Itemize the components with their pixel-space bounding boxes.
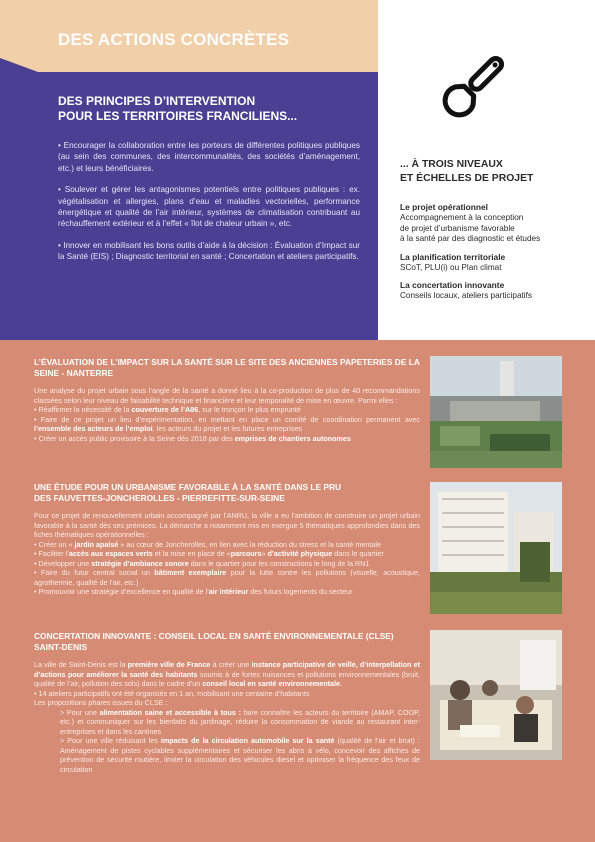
case-study-nanterre <box>34 357 420 443</box>
page-title: DES ACTIONS CONCRÈTES <box>58 30 290 49</box>
case-title: UNE ÉTUDE POUR UN URBANISME FAVORABLE À LA SANTÉ DANS LE PRU DES FAUVETTES-JONCHEROLLES - PIERREFITTE-SUR-SEINE <box>34 482 342 503</box>
case-body: La ville de Saint-Denis est la première ville de France à créer une instance participative de veille, d’interpellation et d’actions pour améliorer la santé des habitants soumis à de fortes nuisances et pollutions environnementales (bruit, qualité de l’air, pollution des sols) dans le cadre d’un conseil local en santé environnementale. • 14 ateliers participatifs ont été organisés en 1 an, mobilisant une centaine d’habitants Les propositions phares issues du CLSE : > Pour une alimentation saine et accessible à tous : faire connaître les acteurs du territoire (AMAP, COOP, etc.) et communiquer sur les bienfaits du jardinage, réduire la consommation de viande au restaurant inter-entreprises et dans les cantines > Pour une ville réduisant les impacts de la circulation automobile sur la santé (qualité de l’air et bruit) : Aménagement de pistes cyclables supplémentaires et sécuriser les abris à vélo, concevoir des affiches de prévention de sécurité routière, limiter la circulation des véhicules diesel et optimiser la fréquence des feux de circulation <box>34 660 421 774</box>
principle-item: • Encourager la collaboration entre les porteurs de différentes politiques publiques (au sein des communes, des intercommunalités, des sociétés d’aménagement, etc.) et leurs bénéficiaires. <box>58 141 360 173</box>
wrench-icon <box>440 36 524 120</box>
corner-decoration <box>0 58 38 72</box>
level-item: La concertation innovante Conseils locaux, ateliers participatifs <box>400 280 532 300</box>
case-title: CONCERTATION INNOVANTE : CONSEIL LOCAL EN SANTÉ ENVIRONNEMENTALE (CLSE) SAINT-DENIS <box>34 631 394 652</box>
level-item: Le projet opérationnel Accompagnement à la conception de projet d’urbanisme favorable à la santé par des diagnostic et études <box>400 202 541 243</box>
principle-item: • Innover en mobilisant les bons outils d’aide à la décision : Évaluation d’Impact sur la Santé (EIS) ; Diagnostic territorial en santé ; Concertation et ateliers participatifs. <box>58 240 360 262</box>
case-body: Une analyse du projet urbain sous l’angle de la santé a donné lieu à la co-production de plus de 40 recommandations classées selon leur niveau de faisabilité technique et financière et leur temporalité de mise en œuvre. Parmi elles : • Réaffirmer la nécessité de la couverture de l’A86, sur le tronçon le plus emprunté • Faire de ce projet un lieu d’expérimentation, en mettant en place un comité de coordination permanent avec l’ensemble des acteurs de l’emploi, les acteurs du projet et les futures entreprises • Créer un accès public provisoire à la Seine dès 2018 par des emprises de chantiers autonomes <box>34 386 420 443</box>
principles-list <box>58 140 360 273</box>
level-item: La planification territoriale SCoT, PLU(i) ou Plan climat <box>400 251 506 272</box>
principles-heading: DES PRINCIPES D’INTERVENTION POUR LES TERRITOIRES FRANCILIENS... <box>58 94 298 123</box>
photo-nanterre-rendering <box>430 356 562 468</box>
principle-item: • Soulever et gérer les antagonismes potentiels entre politiques publiques : ex. végétalisation et allergies, plans d’eau et maladies vectorielles, performance énergétique et qualité de l’air intérieur, systèmes de climatisation contribuant au réchauffement extérieur et à l’effet « îlot de chaleur urbain », etc. <box>58 185 360 229</box>
photo-saint-denis-workshop <box>430 630 562 760</box>
levels-list <box>400 202 585 309</box>
levels-heading: ... À TROIS NIVEAUX ET ÉCHELLES DE PROJET <box>400 159 534 184</box>
case-title: L’ÉVALUATION DE L’IMPACT SUR LA SANTÉ SUR LE SITE DES ANCIENNES PAPETERIES DE LA SEINE - NANTERRE <box>34 357 420 378</box>
case-study-saint-denis <box>34 631 420 774</box>
case-body: Pour ce projet de renouvellement urbain accompagné par l’ANRU, la ville a eu l’ambition de construire un projet urbain favorable à la santé dès ses prémices. La démarche a notamment mis en exergue 5 thématiques approfondies dans des fiches thématiques opérationnelles : • Créer un « jardin apaisé » au cœur de Joncherolles, en lien avec la réduction du stress et la santé mentale • Faciliter l’accès aux espaces verts et la mise en place de «parcours» d’activité physique dans le quartier • Développer une stratégie d’ambiance sonore dans le quartier pour les constructions le long de la RN1 • Faire du futur central social un bâtiment exemplaire pour la lutte contre les pollutions (visuelle, acoustique, agrothermie, qualité de l’air, etc.) • Promouvoir une stratégie d’excellence en qualité de l’air intérieur des futurs logements du secteur <box>34 511 420 596</box>
case-study-pierrefitte <box>34 482 420 597</box>
photo-pierrefitte-buildings <box>430 482 562 614</box>
